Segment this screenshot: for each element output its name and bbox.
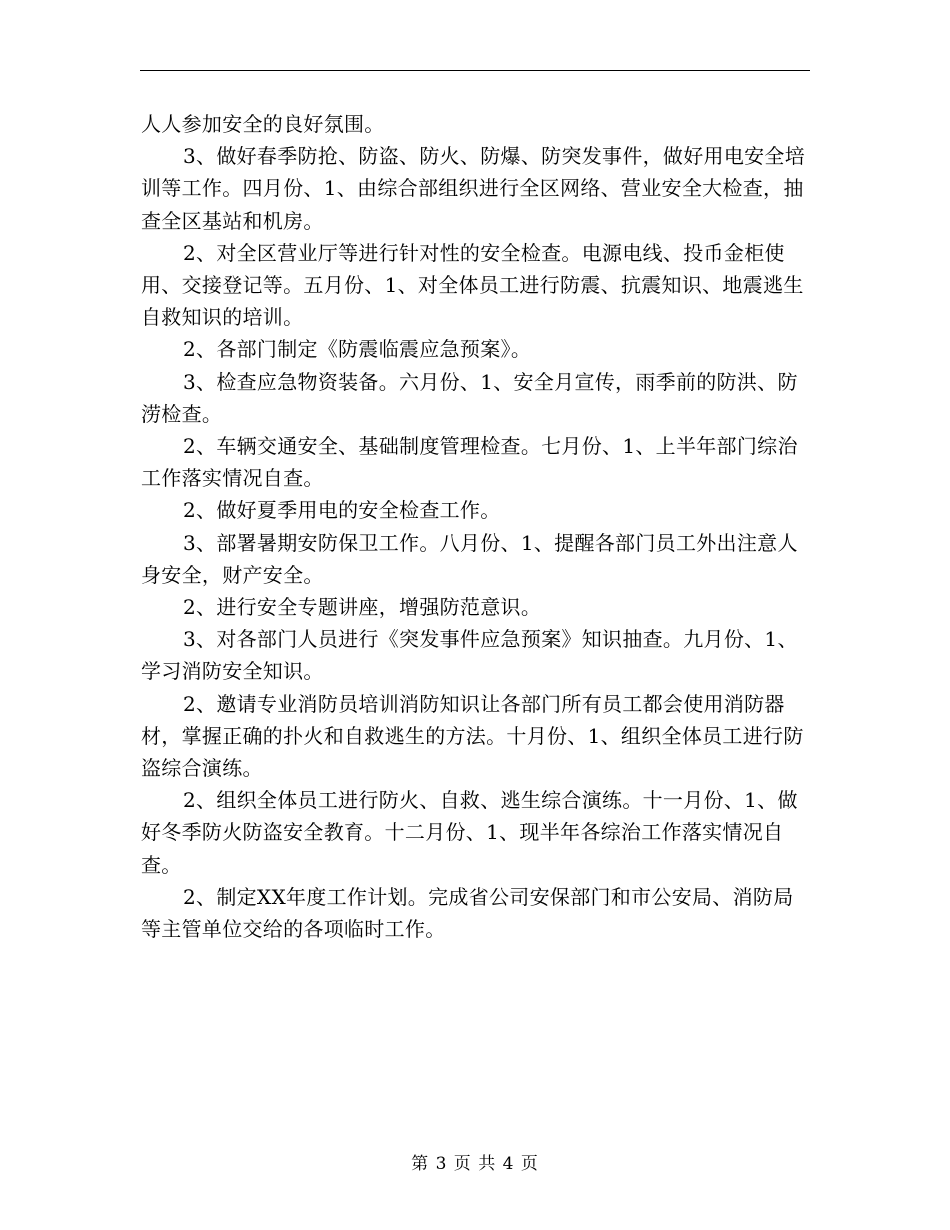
- page-number-footer: 第 3 页 共 4 页: [411, 1154, 539, 1174]
- paragraph: 2、制定XX年度工作计划。完成省公司安保部门和市公安局、消防局等主管单位交给的各项临时工作。: [141, 884, 794, 942]
- paragraph: 人人参加安全的良好氛围。: [141, 112, 385, 136]
- paragraph: 2、对全区营业厅等进行针对性的安全检查。电源电线、投币金柜使用、交接登记等。五月份、1、对全体员工进行防震、抗震知识、地震逃生自救知识的培训。: [141, 240, 804, 330]
- paragraph: 2、组织全体员工进行防火、自救、逃生综合演练。十一月份、1、做好冬季防火防盗安全教育。十二月份、1、现半年各综治工作落实情况自查。: [141, 788, 798, 877]
- paragraph: 3、部署暑期安防保卫工作。八月份、1、提醒各部门员工外出注意人身安全，财产安全。: [141, 530, 798, 587]
- paragraph: 3、做好春季防抢、防盗、防火、防爆、防突发事件，做好用电安全培训等工作。四月份、1、由综合部组织进行全区网络、营业安全大检查，抽查全区基站和机房。: [141, 144, 806, 233]
- paragraph: 2、进行安全专题讲座，增强防范意识。: [183, 595, 542, 620]
- document-body: [141, 108, 808, 945]
- paragraph: 2、各部门制定《防震临震应急预案》。: [183, 337, 532, 362]
- paragraph: 2、邀请专业消防员培训消防知识让各部门所有员工都会使用消防器材，掌握正确的扑火和自救逃生的方法。十月份、1、组织全体员工进行防盗综合演练。: [141, 691, 804, 781]
- header-rule: [140, 70, 810, 71]
- paragraph: 2、车辆交通安全、基础制度管理检查。七月份、1、上半年部门综治工作落实情况自查。: [141, 434, 798, 491]
- paragraph: 3、检查应急物资装备。六月份、1、安全月宣传，雨季前的防洪、防涝检查。: [141, 369, 798, 426]
- paragraph: 2、做好夏季用电的安全检查工作。: [183, 498, 501, 523]
- paragraph: 3、对各部门人员进行《突发事件应急预案》知识抽查。九月份、1、学习消防安全知识。: [141, 627, 798, 684]
